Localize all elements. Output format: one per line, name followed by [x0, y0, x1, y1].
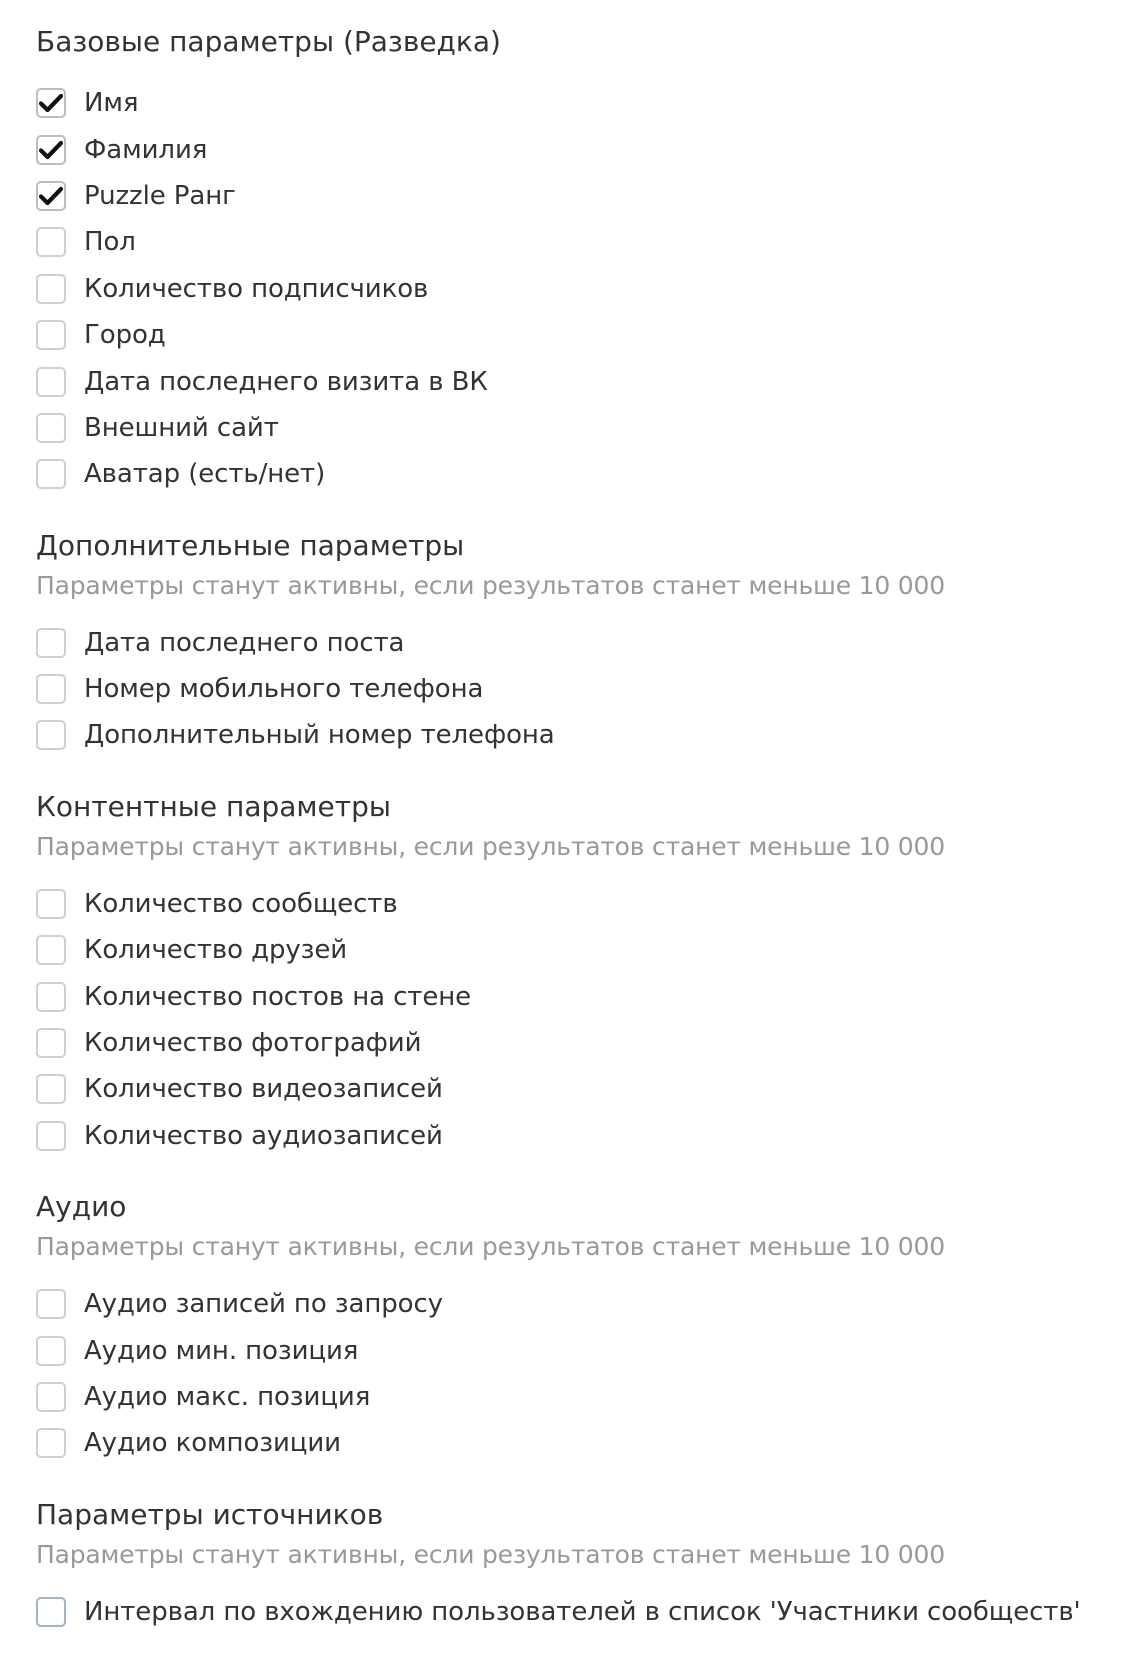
checkmark-icon [39, 93, 63, 113]
checkbox[interactable] [36, 459, 66, 489]
section-title: Аудио [36, 1190, 127, 1224]
checkbox-label: Фамилия [84, 134, 208, 165]
checkbox-item[interactable] [36, 1589, 1116, 1635]
checkbox-label: Количество сообществ [84, 888, 398, 919]
checkbox[interactable] [36, 135, 66, 165]
checkbox-item[interactable] [36, 973, 1116, 1019]
section-subtitle: Параметры станут активны, если результатов станет меньше 10 000 [36, 570, 945, 600]
section-0 [36, 20, 1116, 498]
checkbox-label: Аудио макс. позиция [84, 1382, 371, 1412]
checkbox-label: Количество подписчиков [84, 273, 429, 304]
checkbox-label: Puzzle Ранг [84, 180, 236, 211]
checkbox-item[interactable] [36, 712, 1116, 758]
checkbox-label: Дата последнего поста [84, 627, 405, 658]
checkbox-list [36, 1589, 1116, 1635]
checkmark-icon [39, 186, 63, 206]
checkbox-list [36, 881, 1116, 1159]
section-title: Дополнительные параметры [36, 528, 465, 562]
checkbox-label: Номер мобильного телефона [84, 674, 484, 705]
checkbox-item[interactable] [36, 666, 1116, 712]
checkbox[interactable] [36, 88, 66, 118]
section-3 [36, 1185, 1116, 1467]
checkbox-label: Дополнительный номер телефона [84, 720, 555, 751]
checkbox[interactable] [36, 982, 66, 1012]
checkbox-item[interactable] [36, 219, 1116, 265]
checkbox-item[interactable] [36, 405, 1116, 451]
checkbox-list [36, 80, 1116, 498]
checkbox-label: Количество аудиозаписей [84, 1120, 443, 1151]
checkbox-item[interactable] [36, 1066, 1116, 1112]
checkbox-item[interactable] [36, 1374, 1116, 1420]
checkbox[interactable] [36, 1428, 66, 1458]
checkbox[interactable] [36, 227, 66, 257]
checkbox-label: Интервал по вхождению пользователей в список 'Участники сообществ' [84, 1596, 1081, 1627]
section-1 [36, 524, 1116, 759]
section-4 [36, 1493, 1116, 1635]
checkbox[interactable] [36, 628, 66, 658]
checkbox[interactable] [36, 181, 66, 211]
checkbox[interactable] [36, 1382, 66, 1412]
checkbox[interactable] [36, 413, 66, 443]
checkbox-item[interactable] [36, 1420, 1116, 1466]
section-subtitle: Параметры станут активны, если результатов станет меньше 10 000 [36, 1232, 945, 1262]
section-title: Контентные параметры [36, 789, 391, 823]
checkbox-label: Город [84, 320, 166, 351]
checkbox-label: Аудио композиции [84, 1428, 341, 1459]
checkbox[interactable] [36, 367, 66, 397]
checkbox-label: Количество фотографий [84, 1028, 422, 1059]
checkbox-item[interactable] [36, 1020, 1116, 1066]
checkbox[interactable] [36, 720, 66, 750]
checkbox-label: Аудио записей по запросу [84, 1289, 443, 1320]
checkbox-item[interactable] [36, 173, 1116, 219]
checkbox-label: Пол [84, 227, 136, 258]
checkbox-label: Аватар (есть/нет) [84, 459, 326, 490]
checkbox-item[interactable] [36, 1281, 1116, 1327]
checkbox[interactable] [36, 889, 66, 919]
checkbox-item[interactable] [36, 451, 1116, 497]
checkbox[interactable] [36, 1074, 66, 1104]
checkbox-label: Дата последнего визита в ВК [84, 366, 488, 397]
checkbox-label: Количество постов на стене [84, 981, 472, 1012]
section-title: Параметры источников [36, 1497, 384, 1531]
checkbox[interactable] [36, 674, 66, 704]
checkbox-label: Количество друзей [84, 935, 348, 966]
section-subtitle: Параметры станут активны, если результатов станет меньше 10 000 [36, 831, 945, 861]
checkbox-item[interactable] [36, 358, 1116, 404]
checkbox-item[interactable] [36, 927, 1116, 973]
checkmark-icon [39, 140, 63, 160]
checkbox[interactable] [36, 1597, 66, 1627]
section-2 [36, 785, 1116, 1159]
checkbox-item[interactable] [36, 312, 1116, 358]
checkbox-item[interactable] [36, 126, 1116, 172]
checkbox-list [36, 1281, 1116, 1467]
checkbox[interactable] [36, 274, 66, 304]
checkbox[interactable] [36, 935, 66, 965]
checkbox-item[interactable] [36, 1113, 1116, 1159]
section-subtitle: Параметры станут активны, если результатов станет меньше 10 000 [36, 1539, 945, 1569]
checkbox[interactable] [36, 1289, 66, 1319]
checkbox-item[interactable] [36, 266, 1116, 312]
checkbox-label: Количество видеозаписей [84, 1074, 443, 1105]
checkbox[interactable] [36, 320, 66, 350]
checkbox-item[interactable] [36, 80, 1116, 126]
parameters-panel [36, 20, 1116, 1661]
checkbox-label: Аудио мин. позиция [84, 1335, 359, 1366]
checkbox-item[interactable] [36, 620, 1116, 666]
checkbox-item[interactable] [36, 881, 1116, 927]
checkbox-label: Имя [84, 88, 139, 119]
checkbox-item[interactable] [36, 1327, 1116, 1373]
section-title: Базовые параметры (Разведка) [36, 25, 501, 58]
checkbox[interactable] [36, 1121, 66, 1151]
checkbox-label: Внешний сайт [84, 412, 279, 443]
checkbox-list [36, 620, 1116, 759]
checkbox[interactable] [36, 1336, 66, 1366]
checkbox[interactable] [36, 1028, 66, 1058]
